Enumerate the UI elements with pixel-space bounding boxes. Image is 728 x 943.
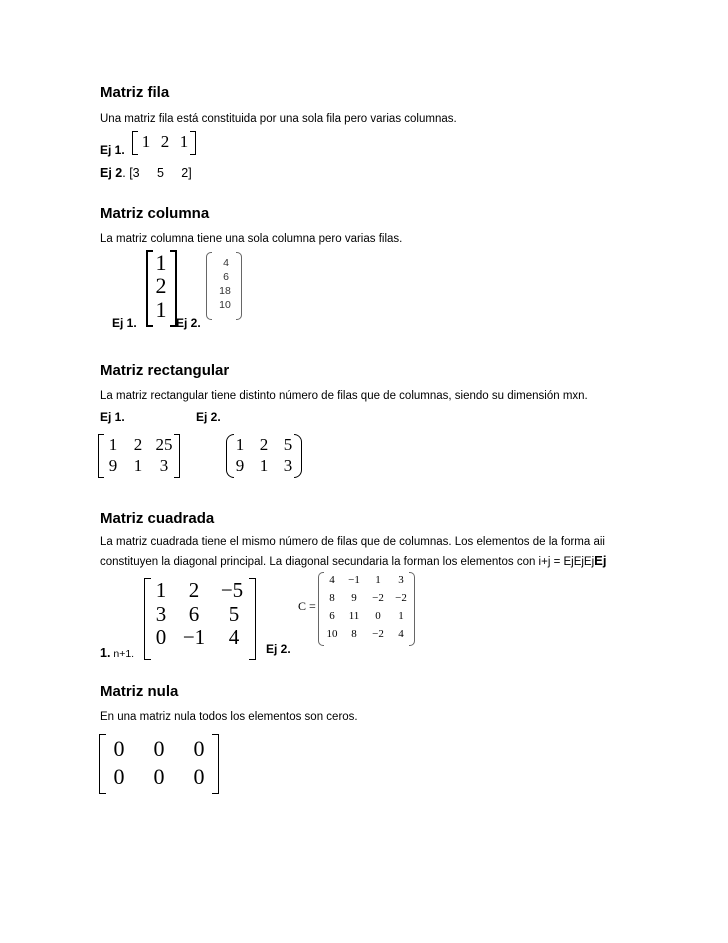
example-label-columna-1: Ej 1.: [112, 316, 137, 330]
section-desc-fila: Una matriz fila está constituida por una sola fila pero varias columnas.: [100, 113, 457, 125]
example-label-rectangular-2: Ej 2.: [196, 410, 221, 424]
section-title-columna: Matriz columna: [100, 205, 210, 222]
matrix-cell: 2: [133, 435, 143, 454]
matrix-cell: 10: [326, 628, 338, 640]
matrix-rectangular-ej2: [226, 434, 302, 478]
matrix-cell: 0: [155, 625, 167, 649]
section-title-fila: Matriz fila: [100, 84, 170, 101]
matrix-cell: 4: [228, 625, 240, 649]
matrix-cell: 0: [193, 736, 205, 761]
matrix-cell: −2: [372, 592, 384, 604]
matrix-rectangular-ej1: [98, 434, 180, 478]
matrix-cell: 25: [155, 435, 173, 454]
matrix-cell: 3: [155, 602, 167, 626]
matrix-cell: 1: [155, 250, 167, 275]
matrix-cell: 1: [179, 132, 189, 151]
matrix-cell: 4: [329, 574, 335, 586]
desc-line2-bold: Ej: [594, 553, 607, 568]
matrix-cuadrada-ej1: [144, 578, 256, 660]
matrix-cell: 8: [351, 628, 357, 640]
matrix-cell: 1: [398, 610, 404, 622]
matrix-cell: 9: [235, 456, 245, 475]
example-cuadrada-1: [100, 644, 134, 662]
matrix-cell: 6: [329, 610, 335, 622]
matrix-cell: 2: [188, 578, 200, 602]
section-title-nula: Matriz nula: [100, 683, 179, 700]
matrix-cell: −1: [182, 625, 206, 649]
matrix-cell: 0: [113, 736, 125, 761]
matrix-cell: 3: [283, 456, 293, 475]
example-small-cuadrada-1: n+1.: [110, 648, 135, 660]
matrix-name-c: C =: [298, 599, 316, 613]
matrix-cell: 1: [235, 435, 245, 454]
matrix-cell: 11: [348, 610, 360, 622]
matrix-columna-ej2: [206, 252, 242, 320]
matrix-cell: 4: [223, 257, 229, 269]
matrix-cell: 0: [113, 764, 125, 789]
matrix-cell: 3: [398, 574, 404, 586]
matrix-columna-ej1: [146, 250, 177, 327]
matrix-cell: 3: [159, 456, 169, 475]
matrix-cell: −2: [395, 592, 407, 604]
example-label-rectangular-1: Ej 1.: [100, 410, 125, 424]
matrix-cell: 0: [153, 764, 165, 789]
matrix-cell: 1: [133, 456, 143, 475]
matrix-cell: 9: [351, 592, 357, 604]
matrix-cell: 2: [259, 435, 269, 454]
matrix-cell: 6: [188, 602, 200, 626]
example-label-cuadrada-2: Ej 2.: [266, 642, 291, 656]
matrix-cell: −1: [348, 574, 360, 586]
matrix-cell: 4: [398, 628, 404, 640]
example-num-cuadrada-1: 1.: [100, 646, 111, 660]
section-desc-columna: La matriz columna tiene una sola columna pero varias filas.: [100, 233, 403, 245]
desc-line2-text: constituyen la diagonal principal. La diagonal secundaria la forman los elementos con i+j = EjEjEj: [100, 556, 595, 568]
matrix-cell: 6: [223, 271, 229, 283]
matrix-nula: [99, 734, 219, 794]
example-label-columna-2: Ej 2.: [176, 316, 201, 330]
section-desc-cuadrada-line1: La matriz cuadrada tiene el mismo número de filas que de columnas. Los elementos de la forma aii: [100, 536, 605, 548]
matrix-cell: 5: [228, 602, 240, 626]
matrix-cell: 0: [153, 736, 165, 761]
matrix-cell: 1: [375, 574, 381, 586]
matrix-cell: 0: [375, 610, 381, 622]
example-fila-2: [100, 166, 192, 180]
section-desc-nula: En una matriz nula todos los elementos son ceros.: [100, 711, 358, 723]
section-desc-cuadrada-line2: [100, 553, 606, 570]
matrix-cell: 1: [259, 456, 269, 475]
section-title-rectangular: Matriz rectangular: [100, 362, 230, 379]
matrix-cell: 9: [108, 456, 118, 475]
matrix-cell: 18: [219, 285, 231, 297]
matrix-cuadrada-ej2: [318, 572, 415, 646]
matrix-fila-ej1: [132, 131, 196, 155]
matrix-cell: 1: [108, 435, 118, 454]
section-title-cuadrada: Matriz cuadrada: [100, 510, 215, 527]
matrix-cell: 10: [219, 299, 231, 311]
matrix-cell: 8: [329, 592, 335, 604]
matrix-cell: 5: [283, 435, 293, 454]
section-desc-rectangular: La matriz rectangular tiene distinto número de filas que de columnas, siendo su dimensión mxn.: [100, 390, 588, 402]
matrix-cell: −2: [372, 628, 384, 640]
matrix-cell: −5: [220, 578, 244, 602]
matrix-cell: 1: [155, 578, 167, 602]
matrix-cell: 2: [160, 132, 170, 151]
matrix-cell: 1: [155, 297, 167, 322]
matrix-cell: 2: [155, 273, 167, 298]
example-label-fila-1: Ej 1.: [100, 143, 125, 157]
example-label-fila-2: Ej 2: [100, 166, 123, 180]
matrix-cell: 1: [141, 132, 151, 151]
matrix-cell: 0: [193, 764, 205, 789]
example-fila-2-text: . [3 5 2]: [122, 166, 192, 180]
